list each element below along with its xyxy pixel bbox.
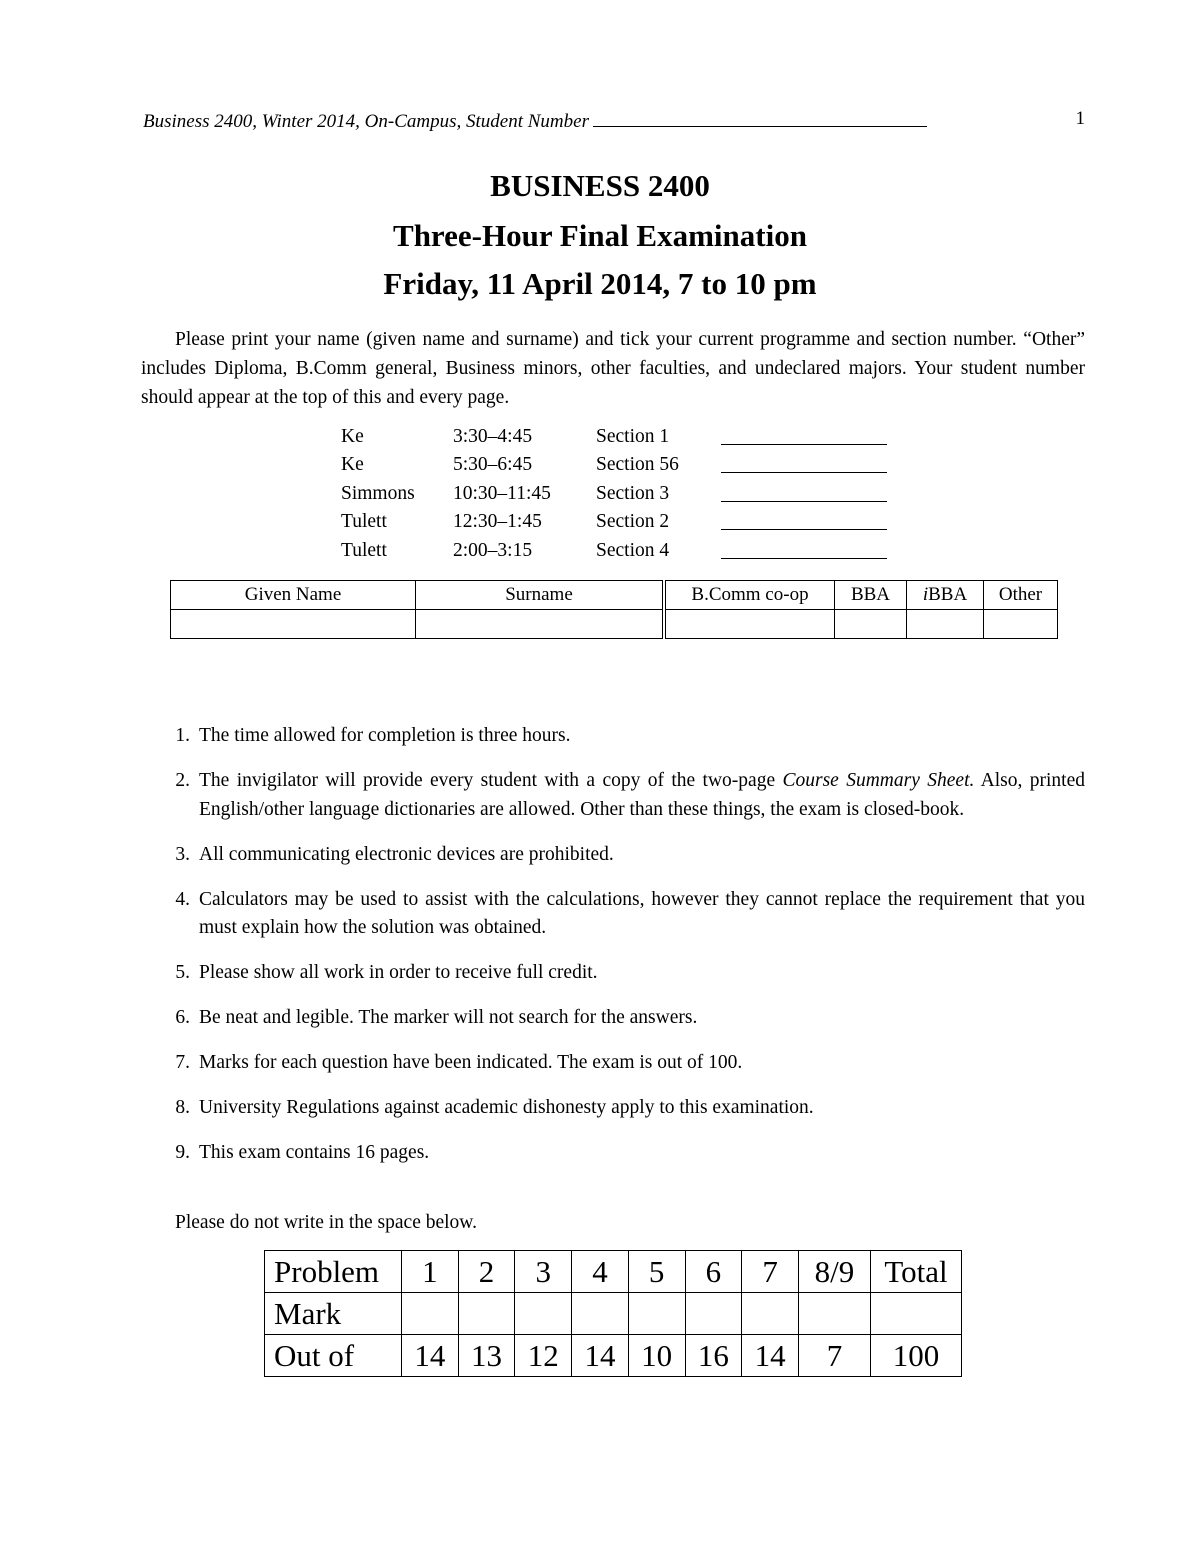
rule-text: All communicating electronic devices are prohibited. (199, 843, 614, 865)
section-number: Section 2 (596, 511, 670, 533)
out-of-cell: 16 (685, 1335, 742, 1377)
mark-cell (402, 1293, 459, 1335)
other-header: Other (984, 581, 1058, 610)
problem-row (265, 1251, 962, 1293)
instructor: Tulett (341, 539, 387, 561)
rule-text: Be neat and legible. The marker will not search for the answers. (199, 1007, 698, 1028)
instructor: Tulett (341, 511, 387, 533)
problem-cell: 3 (515, 1251, 572, 1293)
rule-number: 2. (175, 770, 190, 791)
rule-item (160, 959, 1085, 988)
out-of-cell: 12 (515, 1335, 572, 1377)
rule-text: University Regulations against academic dishonesty apply to this examination. (199, 1097, 814, 1118)
out-of-row (265, 1335, 962, 1377)
page-header (143, 106, 1085, 135)
exam-date: Friday, 11 April 2014, 7 to 10 pm (383, 266, 817, 301)
rule-text: Also, printed English/other language dictionaries are allowed. Other than these things, the exam is closed-book. (199, 770, 1085, 820)
bba-header: BBA (835, 581, 907, 610)
marks-table (264, 1250, 962, 1377)
student-number-line[interactable] (593, 106, 927, 127)
problem-cell: 2 (458, 1251, 515, 1293)
tick-line[interactable] (721, 423, 887, 445)
ibba-tick[interactable] (907, 610, 984, 639)
rule-number: 8. (175, 1097, 190, 1118)
course-title: BUSINESS 2400 (490, 168, 710, 203)
rule-text: The invigilator will provide every student with a copy of the two-page (199, 770, 783, 791)
exam-rules (160, 722, 1085, 1184)
table-input-row (171, 610, 1058, 639)
out-of-cell: 14 (572, 1335, 629, 1377)
out-of-cell: 14 (402, 1335, 459, 1377)
section-time: 12:30–1:45 (453, 511, 542, 533)
problem-cell: 6 (685, 1251, 742, 1293)
instructor: Simmons (341, 482, 415, 504)
rule-text: This exam contains 16 pages. (199, 1142, 430, 1163)
surname-header: Surname (416, 581, 665, 610)
out-of-cell: 14 (742, 1335, 799, 1377)
header-text: Business 2400, Winter 2014, On-Campus, Student Number (143, 111, 589, 132)
mark-cell (798, 1293, 870, 1335)
row-label: Mark (265, 1293, 402, 1335)
row-label: Problem (265, 1251, 402, 1293)
section-time: 10:30–11:45 (453, 482, 551, 504)
out-of-cell: 100 (871, 1335, 962, 1377)
section-number: Section 4 (596, 539, 670, 561)
section-row (341, 508, 887, 536)
section-row (341, 537, 887, 565)
problem-cell: 8/9 (798, 1251, 870, 1293)
problem-cell: 4 (572, 1251, 629, 1293)
rule-item (160, 722, 1085, 751)
mark-cell (871, 1293, 962, 1335)
rule-text: Marks for each question have been indicated. The exam is out of 100. (199, 1052, 743, 1073)
problem-cell: Total (871, 1251, 962, 1293)
section-number: Section 56 (596, 454, 679, 476)
rule-item (160, 886, 1085, 943)
mark-cell (458, 1293, 515, 1335)
mark-cell (685, 1293, 742, 1335)
mark-cell (742, 1293, 799, 1335)
mark-cell (515, 1293, 572, 1335)
rule-text: Calculators may be used to assist with the calculations, however they cannot replace the requirement that you must explain how the solution was obtained. (199, 888, 1085, 938)
rule-number: 7. (175, 1052, 190, 1073)
rule-text: Please show all work in order to receive full credit. (199, 962, 598, 983)
tick-line[interactable] (721, 451, 887, 473)
instructor: Ke (341, 454, 364, 476)
problem-cell: 7 (742, 1251, 799, 1293)
problem-cell: 5 (628, 1251, 685, 1293)
do-not-write-note: Please do not write in the space below. (175, 1212, 477, 1233)
rule-item (160, 1094, 1085, 1123)
rule-number: 3. (175, 843, 190, 865)
rule-item (160, 841, 1085, 870)
section-time: 5:30–6:45 (453, 454, 533, 476)
rule-number: 6. (175, 1007, 190, 1028)
section-row (341, 451, 887, 479)
bcomm-coop-tick[interactable] (664, 610, 835, 639)
bcomm-coop-header: B.Comm co-op (664, 581, 835, 610)
mark-cell (628, 1293, 685, 1335)
section-number: Section 1 (596, 426, 670, 447)
table-header-row (171, 581, 1058, 610)
exam-title: Three-Hour Final Examination (393, 218, 807, 253)
section-time: 2:00–3:15 (453, 539, 533, 561)
tick-line[interactable] (721, 508, 887, 530)
tick-line[interactable] (721, 480, 887, 502)
section-number: Section 3 (596, 482, 670, 504)
rule-emphasis: Course Summary Sheet. (782, 770, 975, 791)
section-time: 3:30–4:45 (453, 426, 533, 447)
name-programme-table (170, 580, 1058, 639)
mark-cell (572, 1293, 629, 1335)
instructor: Ke (341, 426, 364, 447)
other-tick[interactable] (984, 610, 1058, 639)
rule-item (160, 1004, 1085, 1033)
row-label: Out of (265, 1335, 402, 1377)
given-name-header: Given Name (171, 581, 416, 610)
tick-line[interactable] (721, 537, 887, 559)
rule-number: 1. (175, 725, 190, 746)
bba-tick[interactable] (835, 610, 907, 639)
rule-item (160, 1049, 1085, 1078)
out-of-cell: 10 (628, 1335, 685, 1377)
ibba-header: iBBA (907, 581, 984, 610)
section-list (341, 423, 887, 565)
rule-item (160, 1139, 1085, 1168)
intro-paragraph: Please print your name (given name and surname) and tick your current programme and section number. “Other” includes Diploma, B.Comm general, Business minors, other faculties, and undeclared majors. Your student number should appear at the top of this and every page. (141, 329, 1085, 408)
rule-number: 5. (175, 962, 190, 983)
out-of-cell: 13 (458, 1335, 515, 1377)
page-number: 1 (1075, 108, 1085, 129)
mark-row (265, 1293, 962, 1335)
given-name-field[interactable] (171, 610, 416, 639)
rule-number: 9. (175, 1142, 190, 1163)
surname-field[interactable] (416, 610, 665, 639)
rule-number: 4. (175, 888, 190, 910)
rule-item (160, 767, 1085, 824)
section-row (341, 423, 887, 451)
section-row (341, 480, 887, 508)
rule-text: The time allowed for completion is three hours. (199, 725, 571, 746)
out-of-cell: 7 (798, 1335, 870, 1377)
problem-cell: 1 (402, 1251, 459, 1293)
